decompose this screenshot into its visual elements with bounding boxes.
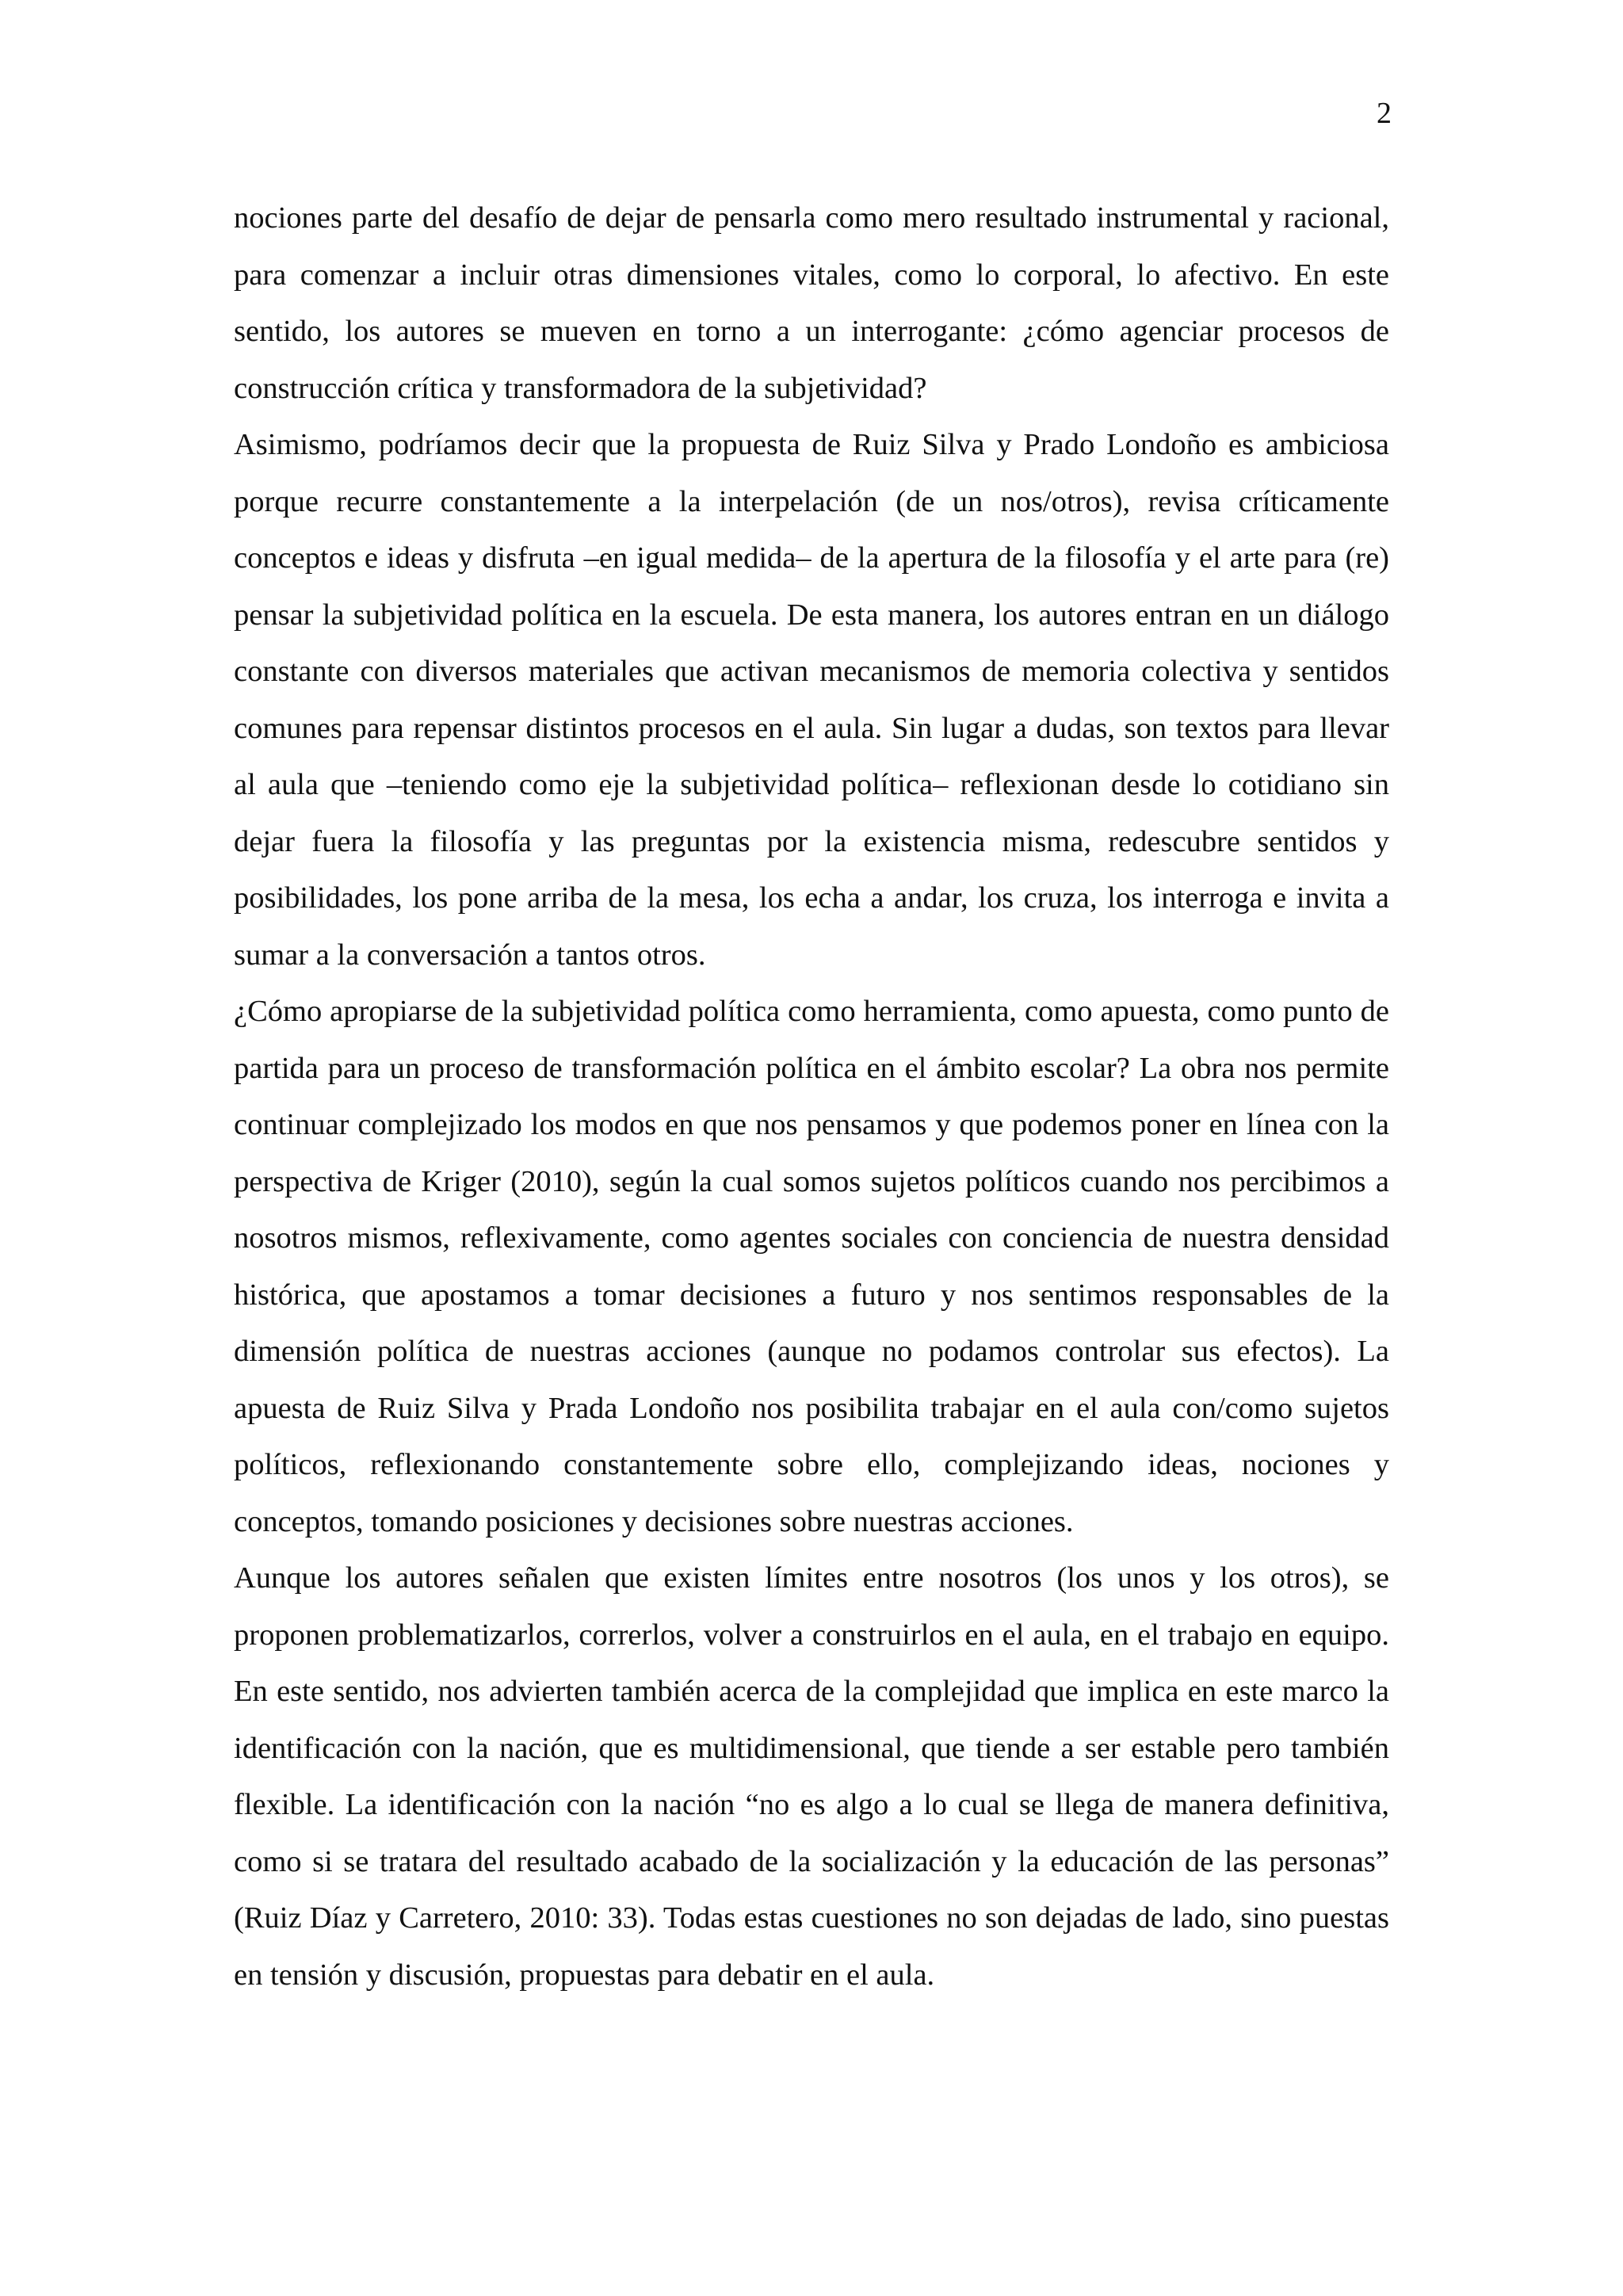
page-number: 2 xyxy=(1377,97,1392,130)
paragraph-2: Asimismo, podríamos decir que la propuesta de Ruiz Silva y Prado Londoño es ambiciosa porque recurre constantemente a la interpelación (de un nos/otros), revisa críticamente conceptos e ideas y disfruta –en igual medida– de la apertura de la filosofía y el arte para (re) pensar la subjetividad política en la escuela. De esta manera, los autores entran en un diálogo constante con diversos materiales que activan mecanismos de memoria colectiva y sentidos comunes para repensar distintos procesos en el aula. Sin lugar a dudas, son textos para llevar al aula que –teniendo como eje la subjetividad política– reflexionan desde lo cotidiano sin dejar fuera la filosofía y las preguntas por la existencia misma, redescubre sentidos y posibilidades, los pone arriba de la mesa, los echa a andar, los cruza, los interroga e invita a sumar a la conversación a tantos otros. xyxy=(234,428,1389,972)
paragraph-1: nociones parte del desafío de dejar de pensarla como mero resultado instrumental y racional, para comenzar a incluir otras dimensiones vitales, como lo corporal, lo afectivo. En este sentido, los autores se mueven en torno a un interrogante: ¿cómo agenciar procesos de construcción crítica y transformadora de la subjetividad? xyxy=(234,201,1389,405)
paragraph-4: Aunque los autores señalen que existen límites entre nosotros (los unos y los otros), se proponen problematizarlos, correrlos, volver a construirlos en el aula, en el trabajo en equipo. En este sentido, nos advierten también acerca de la complejidad que implica en este marco la identificación con la nación, que es multidimensional, que tiende a ser estable pero también flexible. La identificación con la nación “no es algo a lo cual se llega de manera definitiva, como si se tratara del resultado acabado de la socialización y la educación de las personas” (Ruiz Díaz y Carretero, 2010: 33). Todas estas cuestiones no son dejadas de lado, sino puestas en tensión y discusión, propuestas para debatir en el aula. xyxy=(234,1561,1389,1992)
body-text xyxy=(234,190,1389,2004)
paragraph-3: ¿Cómo apropiarse de la subjetividad política como herramienta, como apuesta, como punto de partida para un proceso de transformación política en el ámbito escolar? La obra nos permite continuar complejizado los modos en que nos pensamos y que podemos poner en línea con la perspectiva de Kriger (2010), según la cual somos sujetos políticos cuando nos percibimos a nosotros mismos, reflexivamente, como agentes sociales con conciencia de nuestra densidad histórica, que apostamos a tomar decisiones a futuro y nos sentimos responsables de la dimensión política de nuestras acciones (aunque no podamos controlar sus efectos). La apuesta de Ruiz Silva y Prada Londoño nos posibilita trabajar en el aula con/como sujetos políticos, reflexionando constantemente sobre ello, complejizando ideas, nociones y conceptos, tomando posiciones y decisiones sobre nuestras acciones. xyxy=(234,995,1389,1538)
